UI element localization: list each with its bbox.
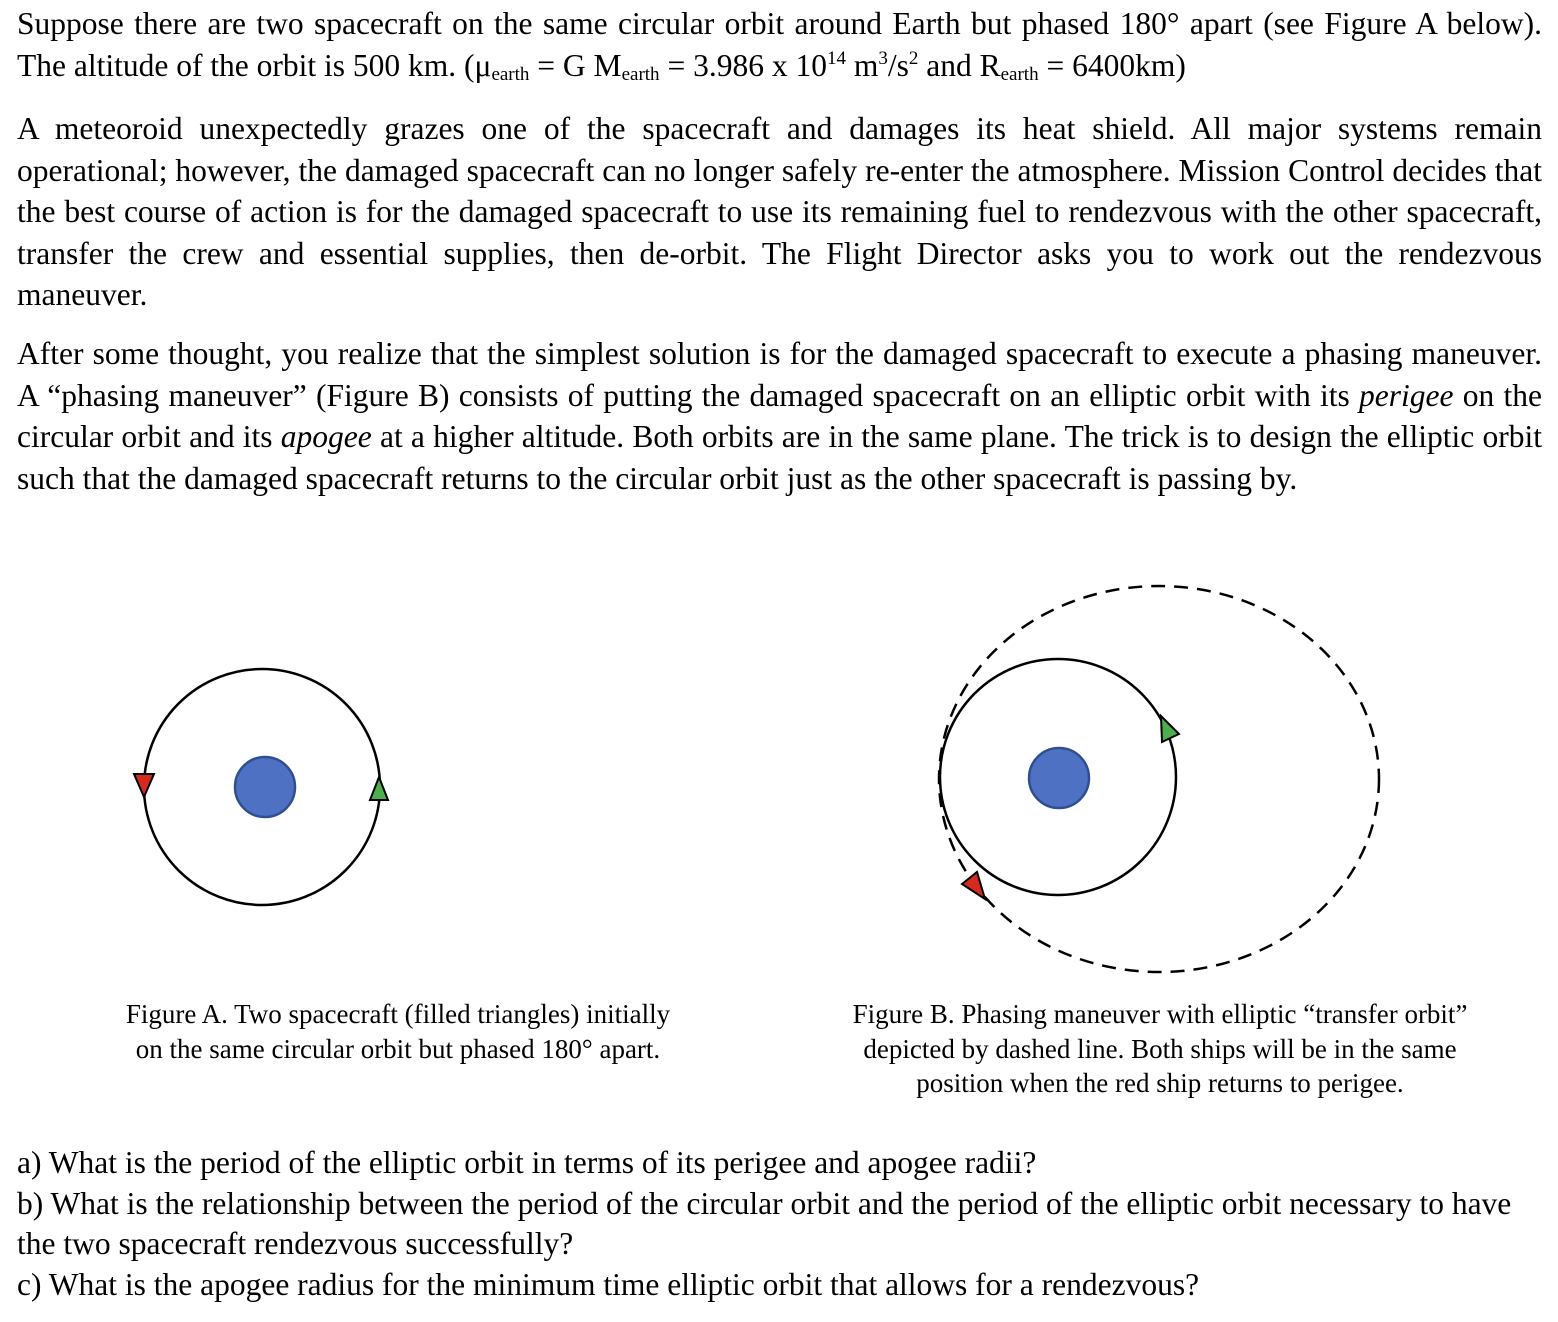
- earth-icon: [1029, 748, 1089, 808]
- figure-a: [134, 669, 388, 905]
- green-spacecraft-icon: [370, 777, 388, 800]
- caption-line: depicted by dashed line. Both ships will be in the same: [863, 1033, 1457, 1064]
- question-a: a) What is the period of the elliptic orbit in terms of its perigee and apogee radii?: [17, 1145, 1037, 1180]
- intro-text: = 3.986 x 10: [659, 47, 827, 83]
- exponent: 2: [908, 47, 919, 69]
- exponent: 3: [878, 47, 888, 69]
- intro-text: /s: [887, 47, 909, 83]
- question-c: c) What is the apogee radius for the minimum time elliptic orbit that allows for a rendezvous?: [17, 1266, 1200, 1302]
- question-b: b) What is the relationship between the period of the circular orbit and the period of the elliptic orbit necessary to have the two spacecraft rendezvous successfully?: [17, 1185, 1512, 1261]
- figure-a-caption: [80, 997, 716, 1066]
- phasing-text: After some thought, you realize that the simplest solution is for the damaged spacecraft to execute a phasing maneuver. A “phasing maneuver” (Figure B) consists of putting the damaged spacecraft on an elliptic orbit with its: [17, 336, 1542, 413]
- caption-line: position when the red ship returns to perigee.: [916, 1068, 1404, 1098]
- apogee-term: apogee: [280, 419, 372, 454]
- red-spacecraft-icon: [962, 872, 985, 899]
- phasing-text: at a higher altitude. Both orbits are in the same plane. The trick is to design the elliptic orbit such that the damaged spacecraft returns to the circular orbit just as the other spacecraft is passing by.: [17, 419, 1542, 496]
- phasing-text: on the circular orbit and its: [17, 377, 1543, 454]
- green-spacecraft-icon: [1161, 716, 1179, 742]
- caption-line: on the same circular orbit but phased 180° apart.: [135, 1033, 661, 1064]
- red-spacecraft-icon: [134, 774, 154, 797]
- intro-text: and R: [918, 47, 1001, 83]
- caption-line: Figure B. Phasing maneuver with elliptic “transfer orbit”: [852, 999, 1468, 1029]
- caption-line: Figure A. Two spacecraft (filled triangles) initially: [125, 999, 671, 1029]
- intro-text: m: [845, 47, 879, 83]
- intro-text: = 6400km): [1038, 47, 1186, 83]
- radius-subscript: earth: [1000, 63, 1039, 85]
- intro-text: = G M: [529, 47, 622, 83]
- mu-subscript: earth: [491, 63, 530, 85]
- scenario-paragraph: A meteoroid unexpectedly grazes one of the spacecraft and damages its heat shield. All major systems remain operational; however, the damaged spacecraft can no longer safely re-enter the atmosphere. Mission Control decides that the best course of action is for the damaged spacecraft to use its remaining fuel to rendezvous with the other spacecraft, transfer the crew and essential supplies, then de-orbit. The Flight Director asks you to work out the rendezvous maneuver.: [17, 111, 1542, 312]
- intro-text: Suppose there are two spacecraft on the same circular orbit around Earth but phased 180° apart (see Figure A below). The altitude of the orbit is 500 km. (μ: [17, 6, 1542, 83]
- exponent: 14: [826, 47, 846, 69]
- transfer-orbit-dashed: [939, 586, 1379, 972]
- mass-subscript: earth: [621, 63, 660, 85]
- figure-b: [939, 586, 1379, 972]
- perigee-term: perigee: [1359, 377, 1454, 413]
- question-list: [17, 1143, 1547, 1305]
- earth-icon: [235, 757, 295, 817]
- figure-b-caption: [800, 997, 1520, 1101]
